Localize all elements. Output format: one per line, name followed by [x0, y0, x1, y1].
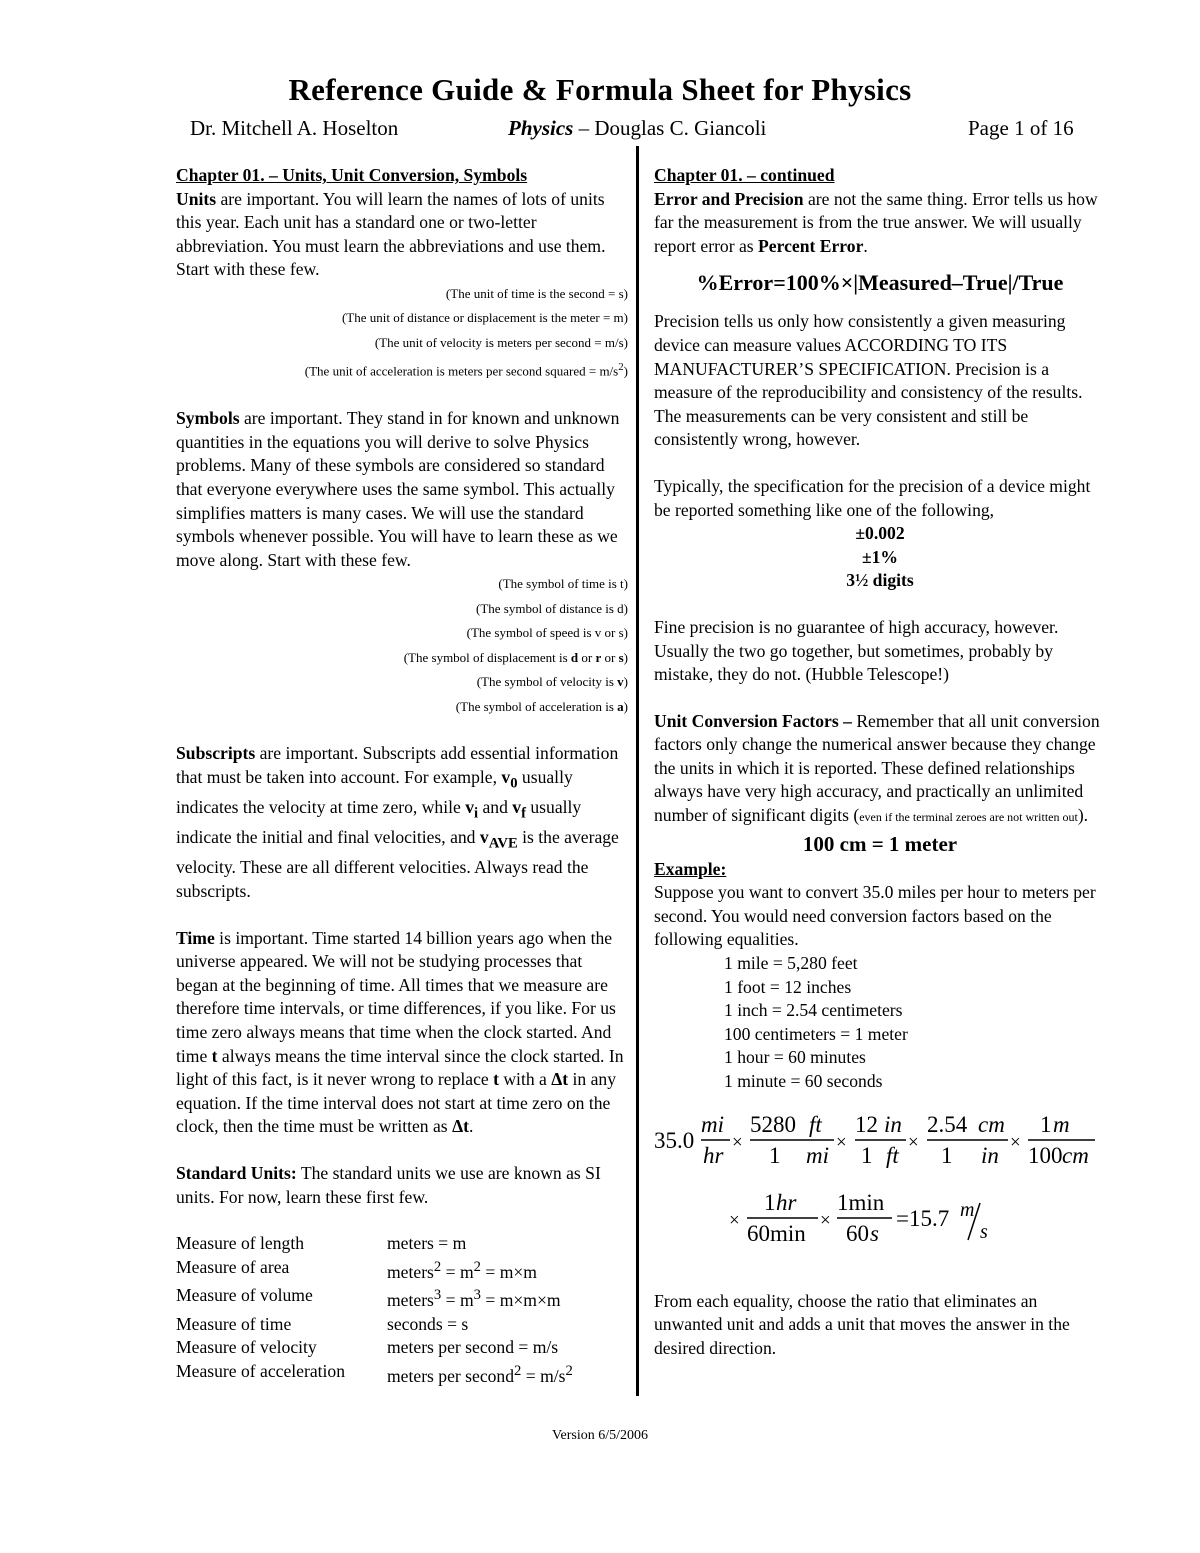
fine-precision-paragraph: Fine precision is no guarantee of high accuracy, however. Usually the two go together, but sometimes, probably by mistake, they do not. (Hubble Telescope!) [654, 616, 1059, 685]
times-sign: × [729, 1209, 740, 1231]
list-item: 1 mile = 5,280 feet [724, 953, 858, 974]
precision-paragraph: Precision tells us only how consistently a given measuring device can measure values ACCORDING TO ITS MANUFACTURER’S SPECIFICATION. Precision is a measure of the reproducibility and consistency of the results. The measurements can be very consistent and still be consistently wrong, however. [654, 311, 1083, 450]
eq-den: 60min [747, 1220, 806, 1246]
unit-note: (The unit of time is the second = s) [445, 285, 628, 301]
standard-units-paragraph: Standard Units: The standard units we use are known as SI units. For now, learn these first few. [176, 1162, 601, 1207]
time-paragraph: Time is important. Time started 14 billion years ago when the universe appeared. We will not be studying processes that began at the beginning of time. All times that we measure are therefore time intervals, or time differences, if you like. For us time zero always means that time when the clock started. And time t always means the time interval since the clock started. In light of this fact, is it never wrong to replace t with a Δt in any equation. If the time interval does not start at time zero on the clock, then the time must be written as Δt. [176, 927, 624, 1137]
author: Dr. Mitchell A. Hoselton [190, 116, 399, 140]
eq-num: 1 [1040, 1111, 1052, 1137]
symbol-note: (The symbol of velocity is v) [476, 674, 628, 690]
symbol-notes [176, 572, 628, 719]
times-sign: × [836, 1131, 847, 1153]
eq-den: 1 [861, 1142, 873, 1168]
page-title: Reference Guide & Formula Sheet for Physics [288, 72, 912, 107]
eq-num: 12 [855, 1111, 878, 1137]
list-item: 1 inch = 2.54 centimeters [724, 1000, 903, 1021]
eq-den-unit: mi [806, 1142, 829, 1168]
book-author: – Douglas C. Giancoli [573, 116, 767, 140]
eq-den-unit: ft [886, 1142, 899, 1168]
example-label: Example: [654, 858, 727, 879]
eq-den: 100 [1028, 1142, 1063, 1168]
right-column [654, 164, 1106, 1360]
list-item: 100 centimeters = 1 meter [724, 1023, 908, 1044]
eq-lead: 35.0 [654, 1127, 695, 1153]
eq-den: 1 [769, 1142, 781, 1168]
times-sign: × [732, 1131, 743, 1153]
version-footer: Version 6/5/2006 [551, 1428, 649, 1443]
eq-num: 1 [764, 1189, 776, 1215]
textbook [508, 116, 766, 141]
unit-notes [176, 282, 628, 384]
eq-den-unit: cm [1062, 1142, 1089, 1168]
eq-result: =15.7 [896, 1205, 950, 1231]
eq-den: 1 [941, 1142, 953, 1168]
times-sign: × [908, 1131, 919, 1153]
symbol-note: (The symbol of speed is v or s) [466, 625, 628, 641]
ratio-paragraph: From each equality, choose the ratio that eliminates an unwanted unit and adds a unit that moves the answer in the desired direction. [654, 1290, 1070, 1358]
chapter-heading: Chapter 01. – continued [654, 165, 835, 185]
list-item: 1 hour = 60 minutes [724, 1047, 866, 1068]
list-item: 1 minute = 60 seconds [724, 1071, 883, 1091]
units-paragraph: Units are important. You will learn the names of lots of units this year. Each unit has a standard one or two-letter abbreviation. You must learn the abbreviations and use them. Start with these few. [176, 188, 606, 280]
symbols-paragraph: Symbols are important. They stand in for known and unknown quantities in the equations you will derive to solve Physics problems. Many of these symbols are considered so standard that everyone everywhere uses the same symbol. This actually simplifies matters is many cases. We will use the standard symbols whenever possible. You will have to learn these as we move along. Start with these few. [176, 408, 620, 570]
symbol-note: (The symbol of time is t) [498, 576, 628, 592]
eq-num: 2.54 [927, 1111, 968, 1137]
eq-num-unit: m [1053, 1111, 1070, 1137]
chapter-heading: Chapter 01. – Units, Unit Conversion, Symbols [176, 165, 528, 185]
typical-paragraph: Typically, the specification for the precision of a device might be reported something like one of the following, [654, 475, 1091, 520]
eq-num-unit: ft [809, 1111, 822, 1137]
book-title: Physics [508, 116, 574, 140]
unit-note: (The unit of velocity is meters per second = m/s) [374, 334, 628, 350]
table-row: Measure of velocity meters per second = m/s [176, 1337, 559, 1358]
result-unit: m [960, 1198, 975, 1221]
symbol-note: (The symbol of displacement is d or r or s) [403, 649, 628, 665]
symbol-note: (The symbol of distance is d) [476, 600, 628, 616]
page-number: Page 1 of 16 [968, 116, 1074, 140]
conversion-equation [654, 1098, 1106, 1278]
cm-meter-equality: 100 cm = 1 meter [802, 831, 958, 856]
left-column [176, 164, 628, 1388]
symbol-note: (The symbol of acceleration is a) [455, 698, 628, 714]
eq-den-unit: s [870, 1220, 879, 1246]
spec-example: ±0.002 [855, 523, 905, 544]
spec-example: ±1% [861, 546, 899, 567]
percent-error-formula: %Error=100%×|Measured–True|/True [696, 270, 1064, 296]
conversion-factors-paragraph: Unit Conversion Factors – Remember that all unit conversion factors only change the numerical answer because they change the units in which it is reported. These defined relationships always have very high accuracy, and practically an unlimited number of significant digits (even if the terminal zeroes are not written out). [654, 710, 1100, 826]
equalities-list [654, 952, 1106, 1094]
eq-num-unit: hr [776, 1189, 797, 1215]
error-paragraph: Error and Precision are not the same thing. Error tells us how far the measurement is from the true answer. We will usually report error as Percent Error. [654, 188, 1098, 256]
table-row: Measure of acceleration meters per second$^2$ = $m/s^2$ [176, 1360, 573, 1386]
result-unit: s [980, 1220, 988, 1243]
eq-num: 1min [837, 1189, 885, 1215]
eq-num: mi [701, 1111, 724, 1137]
eq-den-unit: in [981, 1142, 999, 1168]
example-paragraph: Suppose you want to convert 35.0 miles per hour to meters per second. You would need conversion factors based on the following equalities. [654, 882, 1096, 950]
eq-den: hr [703, 1142, 724, 1168]
eq-den: 60 [846, 1220, 869, 1246]
table-row: Measure of time seconds = s [176, 1313, 469, 1334]
table-row: Measure of area meters$^2$ = $m^2 = m\times m$ [176, 1256, 537, 1282]
times-sign: × [820, 1209, 831, 1231]
unit-note: (The unit of distance or displacement is the meter = m) [341, 310, 628, 326]
subscripts-paragraph: Subscripts are important. Subscripts add essential information that must be taken into account. For example, $v_0$ usually indicates the velocity at time zero, while $v_i$ and $v_f$ usually indicate the initial and final velocities, and $v_{AVE}$ is the average velocity. These are all different velocities. Always read the subscripts. [176, 743, 619, 901]
table-row: Measure of length meters = m [176, 1233, 467, 1254]
table-row: Measure of volume meters$^3$ = $m^3 = m\times m\times m$ [176, 1285, 561, 1310]
list-item: 1 foot = 12 inches [724, 976, 852, 997]
si-units-table [176, 1232, 573, 1388]
eq-num-unit: cm [978, 1111, 1005, 1137]
eq-num-unit: in [884, 1111, 902, 1137]
column-divider [636, 146, 639, 1396]
eq-num: 5280 [750, 1111, 796, 1137]
spec-example: 3½ digits [846, 570, 914, 591]
times-sign: × [1010, 1131, 1021, 1153]
unit-note: (The unit of acceleration is meters per second squared = $m/s^2$) [304, 361, 628, 379]
